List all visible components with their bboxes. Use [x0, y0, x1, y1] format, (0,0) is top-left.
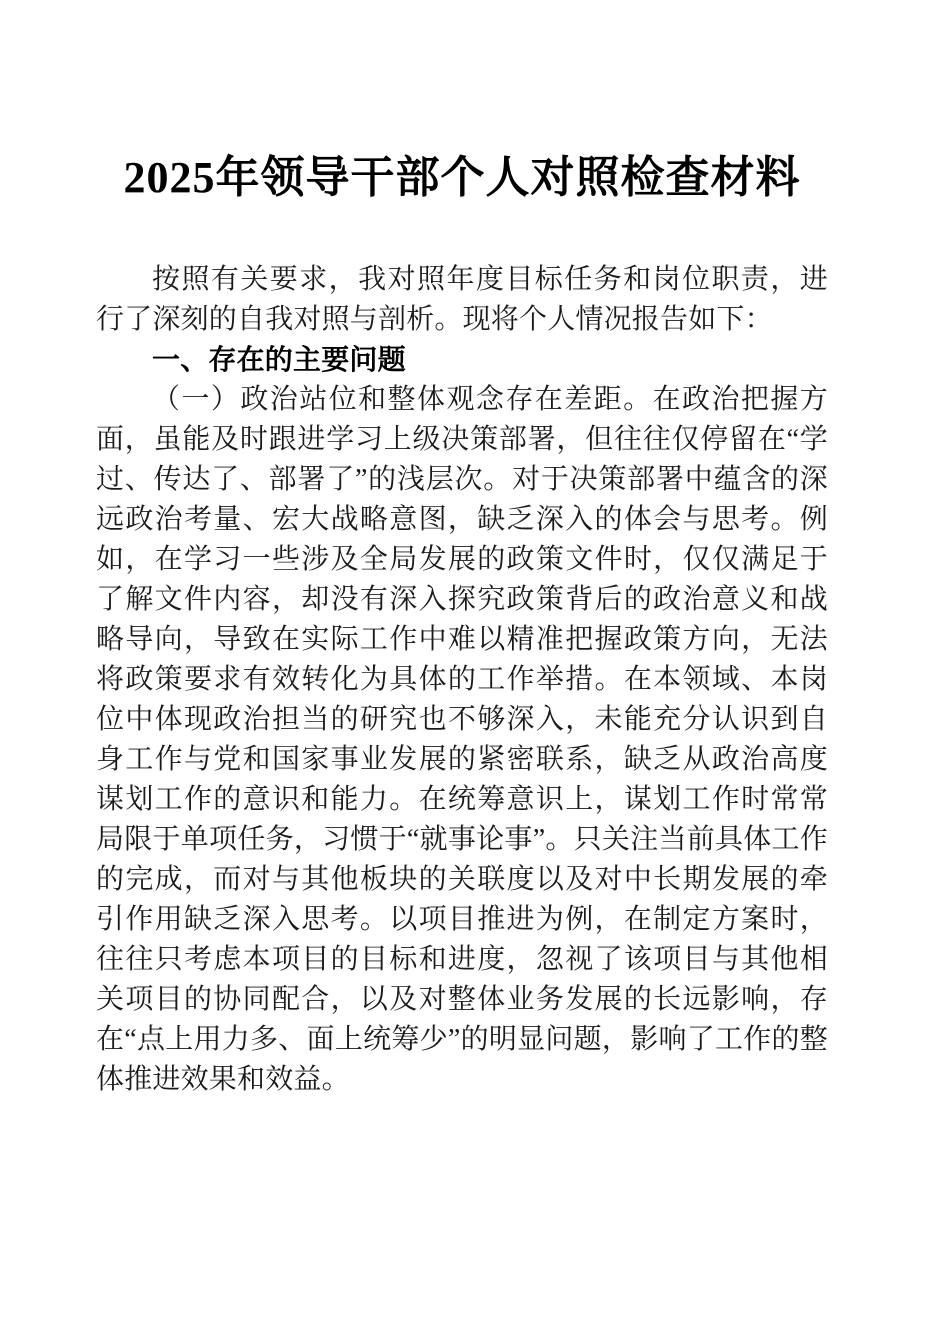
section-heading-main-problems: 一、存在的主要问题 — [152, 344, 406, 375]
document-body — [96, 0, 828, 1100]
intro-paragraph: 按照有关要求，我对照年度目标任务和岗位职责，进行了深刻的自我对照与剖析。现将个人情况报告如下： — [96, 264, 828, 335]
document-title: 2025年领导干部个人对照检查材料 — [123, 153, 801, 202]
subsection-paragraph-political-stance: （一）政治站位和整体观念存在差距。在政治把握方面，虽能及时跟进学习上级决策部署，但往往仅停留在“学过、传达了、部署了”的浅层次。对于决策部署中蕴含的深远政治考量、宏大战略意图，缺乏深入的体会与思考。例如，在学习一些涉及全局发展的政策文件时，仅仅满足于了解文件内容，却没有深入探究政策背后的政治意义和战略导向，导致在实际工作中难以精准把握政策方向，无法将政策要求有效转化为具体的工作举措。在本领域、本岗位中体现政治担当的研究也不够深入，未能充分认识到自身工作与党和国家事业发展的紧密联系，缺乏从政治高度谋划工作的意识和能力。在统筹意识上，谋划工作时常常局限于单项任务，习惯于“就事论事”。只关注当前具体工作的完成，而对与其他板块的关联度以及对中长期发展的牵引作用缺乏深入思考。以项目推进为例，在制定方案时，往往只考虑本项目的目标和进度，忽视了该项目与其他相关项目的协同配合，以及对整体业务发展的长远影响，存在“点上用力多、面上统筹少”的明显问题，影响了工作的整体推进效果和效益。 — [96, 384, 828, 1095]
